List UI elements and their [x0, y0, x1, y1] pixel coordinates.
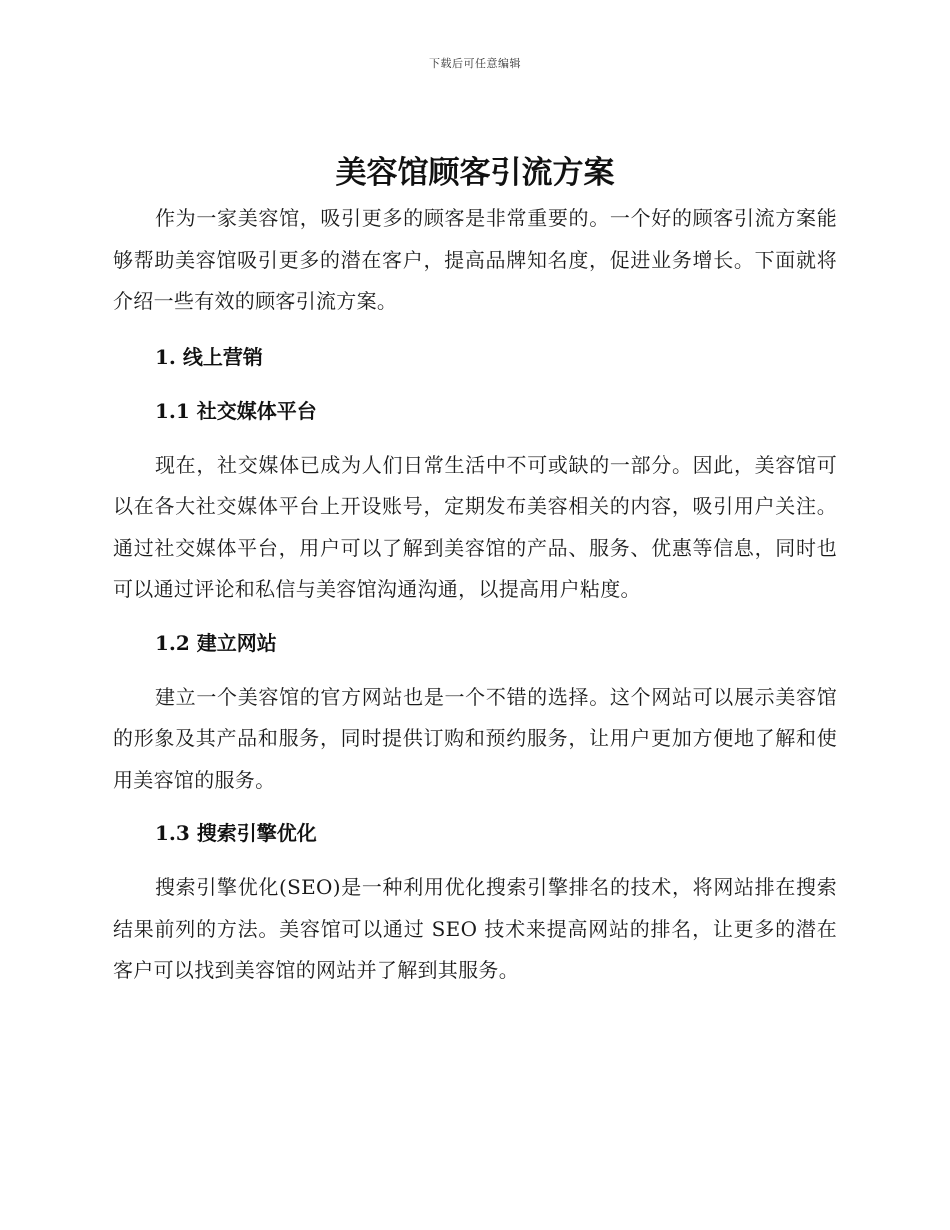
section-heading-social-media: 1.1 社交媒体平台: [155, 398, 317, 423]
section-heading-online-marketing: 1. 线上营销: [155, 344, 263, 369]
section-heading-website: 1.2 建立网站: [155, 630, 277, 655]
section-heading-seo: 1.3 搜索引擎优化: [155, 821, 317, 845]
document-title: 美容馆顾客引流方案: [335, 155, 615, 191]
intro-paragraph: 作为一家美容馆，吸引更多的顾客是非常重要的。一个好的顾客引流方案能够帮助美容馆吸引更多的潜在客户，提高品牌知名度，促进业务增长。下面就将介绍一些有效的顾客引流方案。: [113, 206, 837, 313]
header-note: 下载后可任意编辑: [429, 57, 521, 70]
section-body-seo: 搜索引擎优化(SEO)是一种利用优化搜索引擎排名的技术，将网站排在搜索结果前列的方法。美容馆可以通过 SEO 技术来提高网站的排名，让更多的潜在客户可以找到美容馆的网站并了解到其服务。: [113, 875, 837, 982]
document-content: [113, 150, 837, 992]
section-body-social-media: 现在，社交媒体已成为人们日常生活中不可或缺的一部分。因此，美容馆可以在各大社交媒体平台上开设账号，定期发布美容相关的内容，吸引用户关注。通过社交媒体平台，用户可以了解到美容馆的产品、服务、优惠等信息，同时也可以通过评论和私信与美容馆沟通沟通，以提高用户粘度。: [113, 452, 837, 601]
section-body-website: 建立一个美容馆的官方网站也是一个不错的选择。这个网站可以展示美容馆的形象及其产品和服务，同时提供订购和预约服务，让用户更加方便地了解和使用美容馆的服务。: [113, 684, 837, 792]
